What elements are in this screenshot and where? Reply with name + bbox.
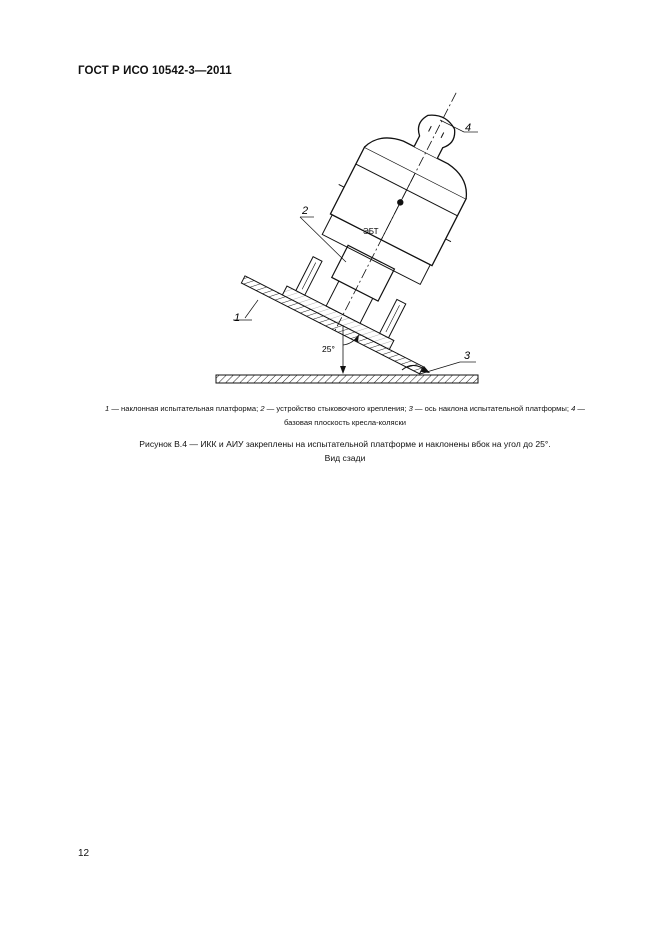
legend-num-4: 4	[571, 404, 576, 413]
callout-1: 1	[234, 312, 241, 324]
figure-tilted-platform	[0, 0, 661, 400]
angle-label: 25°	[322, 344, 335, 354]
legend-text-1: — наклонная испытательная платформа;	[109, 404, 261, 413]
callout-3: 3	[464, 350, 471, 362]
legend-num-2: 2	[260, 404, 265, 413]
page-number: 12	[78, 848, 90, 859]
document-header: ГОСТ Р ИСО 10542-3—2011	[78, 65, 232, 77]
legend-text-4: — базовая плоскость кресла-коляски	[283, 404, 586, 427]
base-platform	[216, 375, 478, 383]
callout-2: 2	[302, 205, 309, 217]
legend-num-3: 3	[408, 404, 413, 413]
point-label: ЭБТ	[363, 227, 379, 236]
caption-line-2: Вид сзади	[324, 453, 366, 463]
callout-4: 4	[465, 122, 472, 134]
figure-legend	[90, 402, 600, 430]
tilted-assembly	[241, 45, 540, 374]
legend-num-1: 1	[104, 404, 110, 413]
figure-caption	[90, 437, 600, 465]
legend-text-2: — устройство стыковочного крепления;	[264, 404, 409, 413]
caption-line-1: Рисунок В.4 — ИКК и АИУ закреплены на испытательной платформе и наклонены вбок на угол до 25°.	[139, 439, 551, 449]
legend-text-3: — ось наклона испытательной платформы;	[412, 404, 572, 413]
